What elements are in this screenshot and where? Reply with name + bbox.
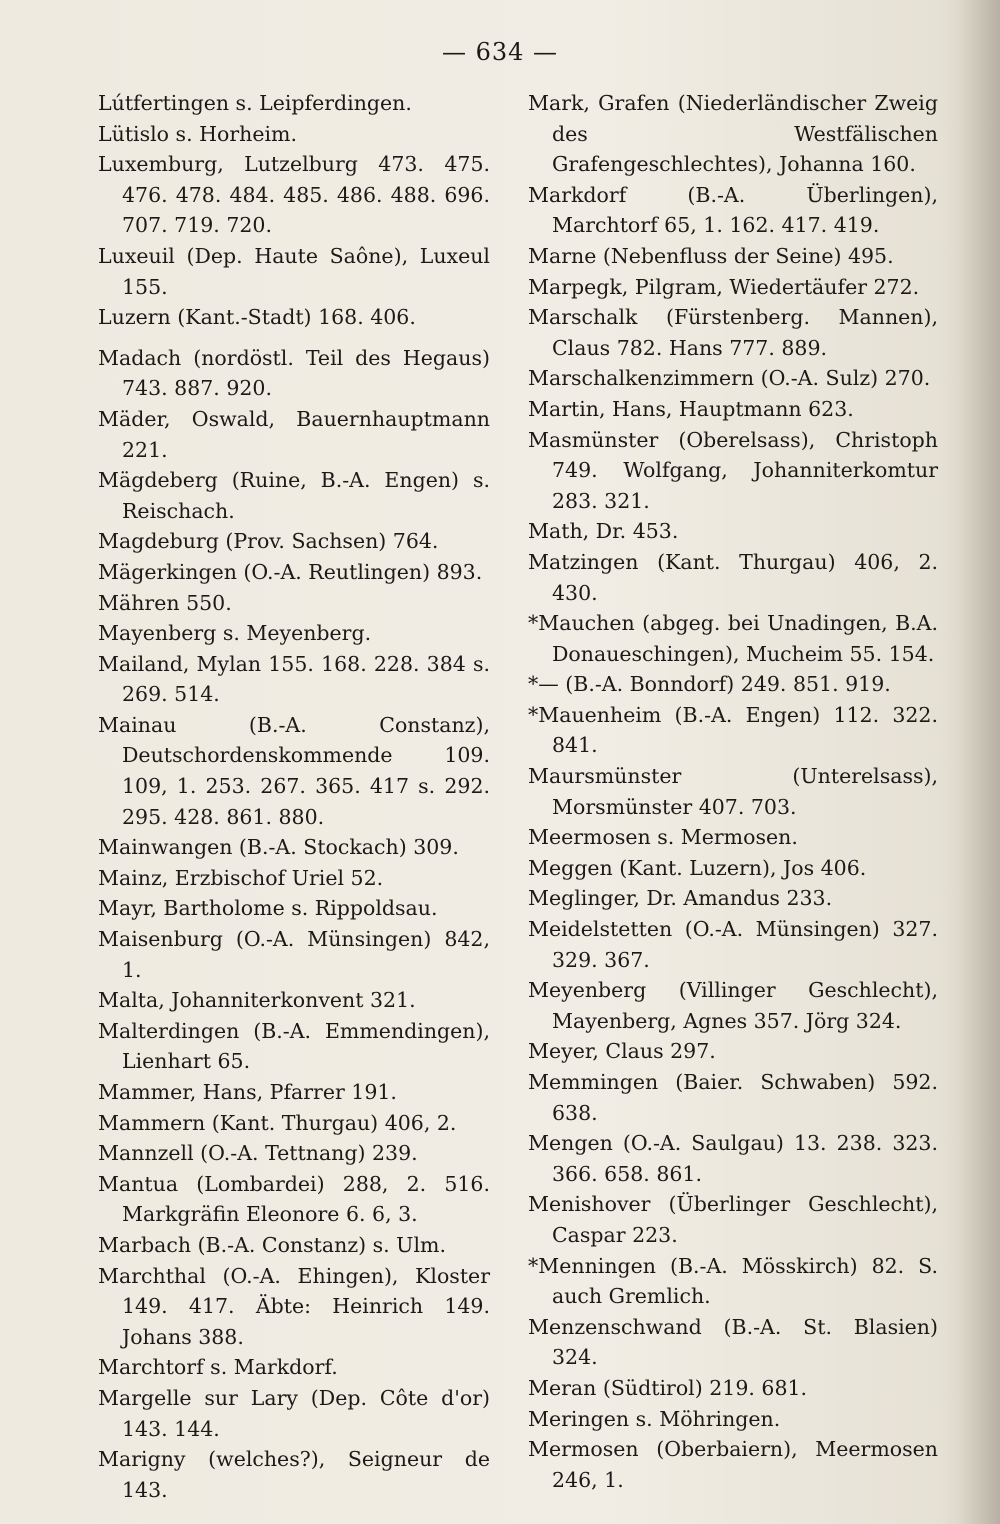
index-entry: Lütislo s. Horheim. (98, 121, 297, 146)
index-entry: Margelle sur Lary (Dep. Côte d'or) 143. 144. (98, 1385, 490, 1441)
index-entry: Mägdeberg (Ruine, B.-A. Engen) s. Reischach. (98, 468, 490, 523)
index-entry: Mägerkingen (O.-A. Reutlingen) 893. (98, 559, 483, 584)
index-entry: Mammer, Hans, Pfarrer 191. (98, 1080, 397, 1104)
index-entry: Mainau (B.-A. Constanz), Deutschordenskommende 109. 109, 1. 253. 267. 365. 417 s. 292. 295. 428. 861. 880. (98, 712, 490, 829)
index-entry: Mainz, Erzbischof Uriel 52. (98, 865, 384, 890)
index-entry: Memmingen (Baier. Schwaben) 592. 638. (528, 1070, 938, 1125)
index-entry: Mengen (O.-A. Saulgau) 13. 238. 323. 366. 658. 861. (528, 1131, 938, 1186)
index-entry: Magdeburg (Prov. Sachsen) 764. (98, 529, 439, 554)
index-entry: Masmünster (Oberelsass), Christoph 749. Wolfgang, Johanniterkomtur 283. 321. (528, 427, 938, 513)
index-entry: Marpegk, Pilgram, Wiedertäufer 272. (528, 274, 920, 299)
index-entry: Mayr, Bartholome s. Rippoldsau. (98, 896, 438, 921)
index-entry: Mainwangen (B.-A. Stockach) 309. (98, 835, 459, 860)
page-number: — 634 — (441, 38, 559, 66)
index-entry: Mayenberg s. Meyenberg. (98, 621, 372, 646)
index-entry: Mark, Grafen (Niederländischer Zweig des Westfälischen Grafengeschlechtes), Johanna 160. (528, 91, 938, 177)
index-entry: Malta, Johanniterkonvent 321. (98, 988, 416, 1013)
index-entry: Matzingen (Kant. Thurgau) 406, 2. 430. (528, 549, 938, 605)
index-entry: Math, Dr. 453. (528, 519, 679, 544)
index-entry: Luxemburg, Lutzelburg 473. 475. 476. 478. 484. 485. 486. 488. 696. 707. 719. 720. (98, 152, 490, 238)
index-entry: Marchthal (O.-A. Ehingen), Kloster 149. 417. Äbte: Heinrich 149. Johans 388. (98, 1263, 490, 1349)
index-entry: Malterdingen (B.-A. Emmendingen), Lienhart 65. (98, 1018, 490, 1074)
index-column-right (528, 88, 938, 1495)
index-entry: Marschalk (Fürstenberg. Mannen), Claus 782. Hans 777. 889. (528, 305, 938, 360)
index-entry: Meyenberg (Villinger Geschlecht), Mayenberg, Agnes 357. Jörg 324. (528, 978, 938, 1033)
index-entry: *— (B.-A. Bonndorf) 249. 851. 919. (528, 672, 891, 697)
index-entry: Mannzell (O.-A. Tettnang) 239. (98, 1141, 418, 1166)
index-entry: Meidelstetten (O.-A. Münsingen) 327. 329. 367. (528, 917, 938, 972)
index-entry: Menzenschwand (B.-A. St. Blasien) 324. (528, 1314, 938, 1370)
index-entry: Meermosen s. Mermosen. (528, 825, 798, 850)
index-entry: Martin, Hans, Hauptmann 623. (528, 396, 854, 421)
index-entry: Mailand, Mylan 155. 168. 228. 384 s. 269. 514. (98, 651, 490, 707)
index-entry: Luzern (Kant.-Stadt) 168. 406. (98, 305, 416, 330)
index-entry: Marschalkenzimmern (O.-A. Sulz) 270. (528, 366, 931, 391)
index-entry: *Mauenheim (B.-A. Engen) 112. 322. 841. (528, 702, 938, 758)
index-entry: Meyer, Claus 297. (528, 1039, 716, 1064)
index-entry: *Mauchen (abgeg. bei Unadingen, B.A. Donaueschingen), Mucheim 55. 154. (528, 611, 938, 666)
index-entry: Markdorf (B.-A. Überlingen), Marchtorf 65, 1. 162. 417. 419. (528, 182, 938, 238)
index-entry: Mammern (Kant. Thurgau) 406, 2. (98, 1110, 457, 1135)
index-entry: Meran (Südtirol) 219. 681. (528, 1375, 808, 1400)
index-entry: Madach (nordöstl. Teil des Hegaus) 743. 887. 920. (98, 345, 490, 401)
index-entry: Marigny (welches?), Seigneur de 143. (98, 1447, 490, 1502)
index-entry: Mermosen (Oberbaiern), Meermosen 246, 1. (528, 1437, 938, 1492)
index-entry: Marne (Nebenfluss der Seine) 495. (528, 243, 894, 268)
index-entry: Meringen s. Möhringen. (528, 1406, 781, 1431)
index-entry: Marbach (B.-A. Constanz) s. Ulm. (98, 1232, 446, 1257)
index-entry: Maursmünster (Unterelsass), Morsmünster 407. 703. (528, 764, 938, 819)
index-entry: Meggen (Kant. Luzern), Jos 406. (528, 855, 867, 880)
index-entry: Mäder, Oswald, Bauernhauptmann 221. (98, 406, 490, 462)
index-entry: Luxeuil (Dep. Haute Saône), Luxeul 155. (98, 243, 490, 299)
index-entry: Mantua (Lombardei) 288, 2. 516. Markgräfin Eleonore 6. 6, 3. (98, 1171, 490, 1227)
index-column-left (98, 88, 490, 1505)
index-entry: Maisenburg (O.-A. Münsingen) 842, 1. (98, 927, 490, 982)
index-entry: Mähren 550. (98, 590, 232, 615)
index-entry: *Menningen (B.-A. Mösskirch) 82. S. auch Gremlich. (528, 1253, 938, 1309)
index-entry: Marchtorf s. Markdorf. (98, 1355, 338, 1380)
index-entry: Meglinger, Dr. Amandus 233. (528, 886, 833, 911)
page-edge-shadow (960, 0, 1000, 1524)
index-entry: Menishover (Überlinger Geschlecht), Caspar 223. (528, 1192, 938, 1247)
index-entry: Lútfertingen s. Leipferdingen. (98, 91, 412, 115)
